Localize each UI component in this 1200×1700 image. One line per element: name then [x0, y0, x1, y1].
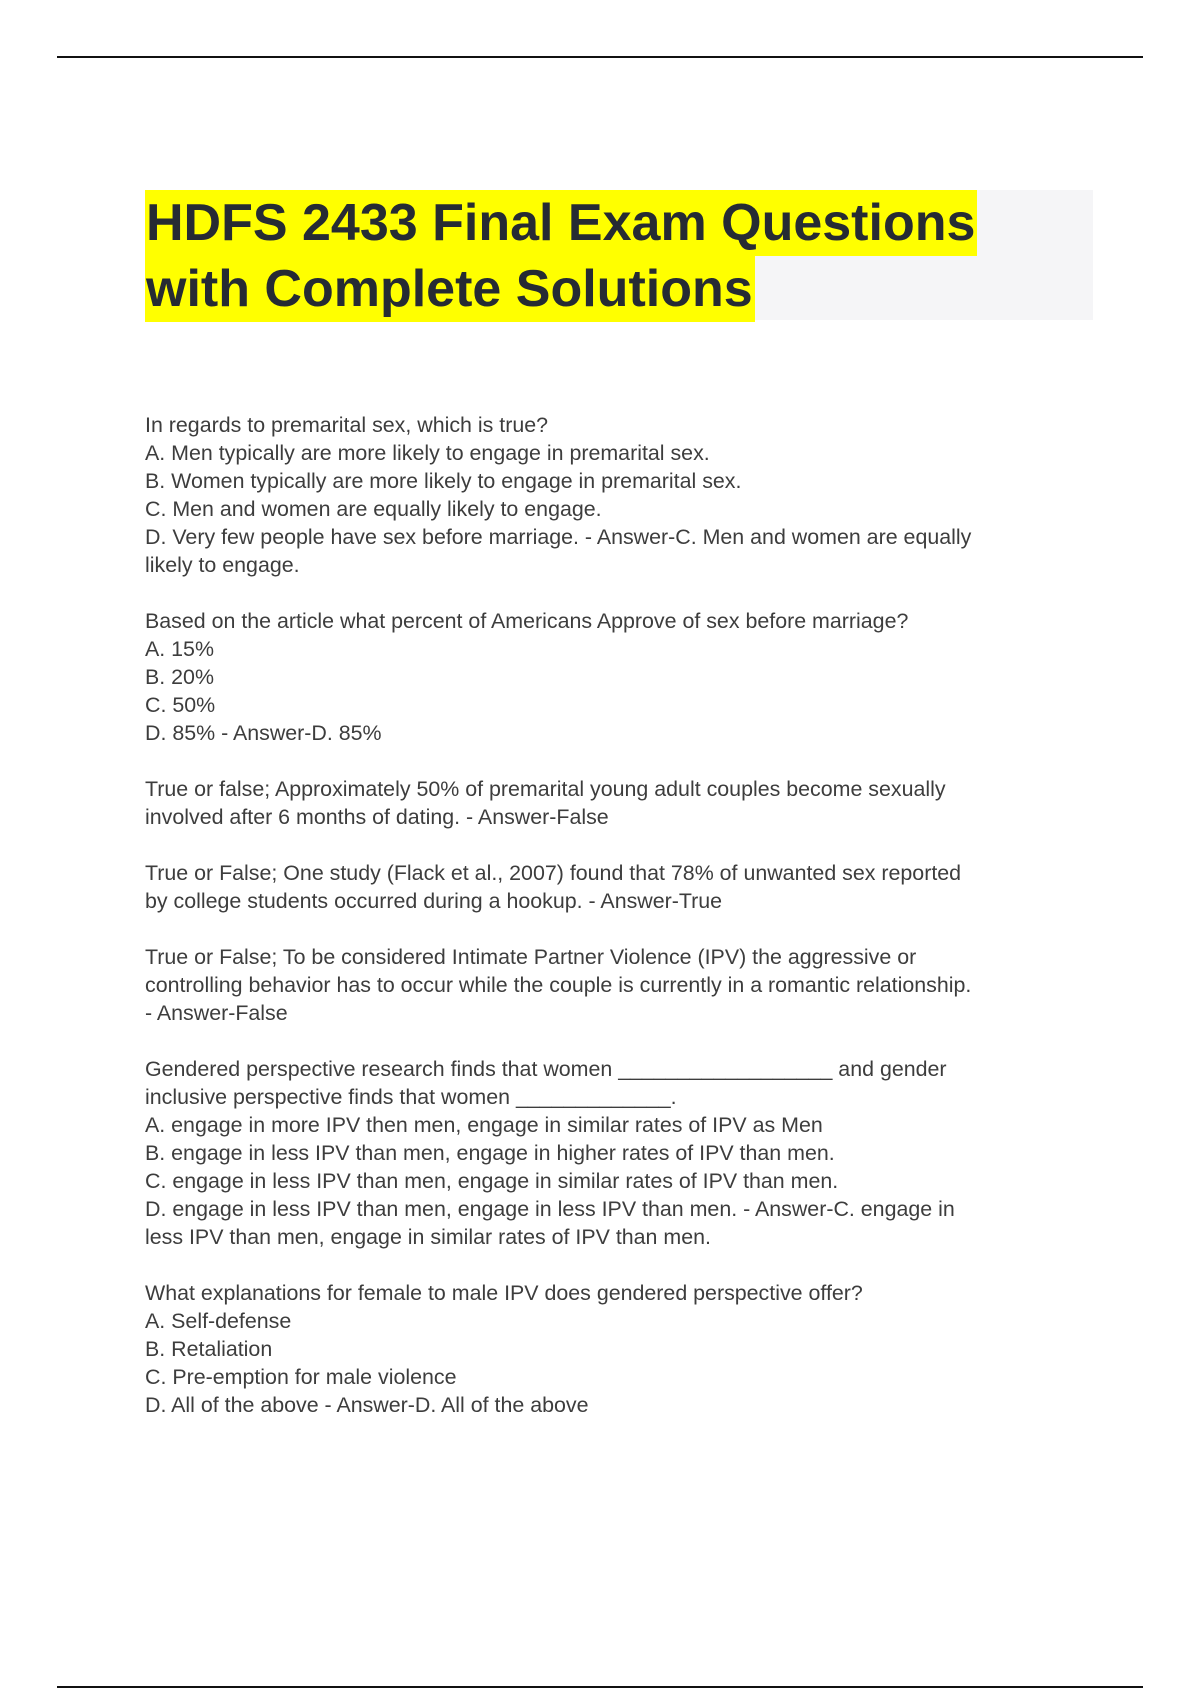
qa-line: B. engage in less IPV than men, engage in higher rates of IPV than men.	[145, 1141, 835, 1165]
question-text: True or false; Approximately 50% of premarital young adult couples become sexually	[145, 777, 946, 801]
question-text: Based on the article what percent of Americans Approve of sex before marriage?	[145, 609, 909, 633]
qa-block	[145, 859, 1085, 915]
qa-line: C. Pre-emption for male violence	[145, 1365, 457, 1389]
qa-content	[145, 411, 1085, 1447]
qa-line: A. Men typically are more likely to engage in premarital sex.	[145, 441, 710, 465]
qa-line: B. Retaliation	[145, 1337, 273, 1361]
qa-line: A. Self-defense	[145, 1309, 292, 1333]
qa-block	[145, 1279, 1085, 1419]
document-title-line-2: with Complete Solutions	[145, 256, 755, 322]
qa-line: - Answer-False	[145, 1001, 288, 1025]
qa-line: B. 20%	[145, 665, 214, 689]
qa-block	[145, 775, 1085, 831]
footer-rule	[57, 1686, 1143, 1688]
qa-line: B. Women typically are more likely to engage in premarital sex.	[145, 469, 742, 493]
qa-line: involved after 6 months of dating. - Answer-False	[145, 805, 609, 829]
qa-line: likely to engage.	[145, 553, 300, 577]
qa-line: D. engage in less IPV than men, engage in less IPV than men. - Answer-C. engage in	[145, 1197, 955, 1221]
header-rule	[57, 56, 1143, 58]
qa-line: inclusive perspective finds that women _____________.	[145, 1085, 677, 1109]
qa-line: C. engage in less IPV than men, engage in similar rates of IPV than men.	[145, 1169, 839, 1193]
qa-block	[145, 943, 1085, 1027]
qa-line: by college students occurred during a hookup. - Answer-True	[145, 889, 723, 913]
qa-line: D. All of the above - Answer-D. All of the above	[145, 1393, 589, 1417]
document-title-line-1: HDFS 2433 Final Exam Questions	[145, 190, 977, 256]
question-text: What explanations for female to male IPV does gendered perspective offer?	[145, 1281, 863, 1305]
question-text: In regards to premarital sex, which is true?	[145, 413, 549, 437]
qa-block	[145, 607, 1085, 747]
question-text: Gendered perspective research finds that women __________________ and gender	[145, 1057, 947, 1081]
qa-line: C. 50%	[145, 693, 216, 717]
question-text: True or False; One study (Flack et al., 2007) found that 78% of unwanted sex reported	[145, 861, 962, 885]
qa-line: A. 15%	[145, 637, 214, 661]
qa-line: less IPV than men, engage in similar rates of IPV than men.	[145, 1225, 711, 1249]
qa-line: D. Very few people have sex before marriage. - Answer-C. Men and women are equally	[145, 525, 972, 549]
qa-block	[145, 1055, 1085, 1251]
qa-line: C. Men and women are equally likely to engage.	[145, 497, 602, 521]
qa-line: D. 85% - Answer-D. 85%	[145, 721, 382, 745]
question-text: True or False; To be considered Intimate Partner Violence (IPV) the aggressive or	[145, 945, 917, 969]
qa-line: controlling behavior has to occur while the couple is currently in a romantic relationship.	[145, 973, 972, 997]
qa-block	[145, 411, 1085, 579]
qa-line: A. engage in more IPV then men, engage in similar rates of IPV as Men	[145, 1113, 823, 1137]
